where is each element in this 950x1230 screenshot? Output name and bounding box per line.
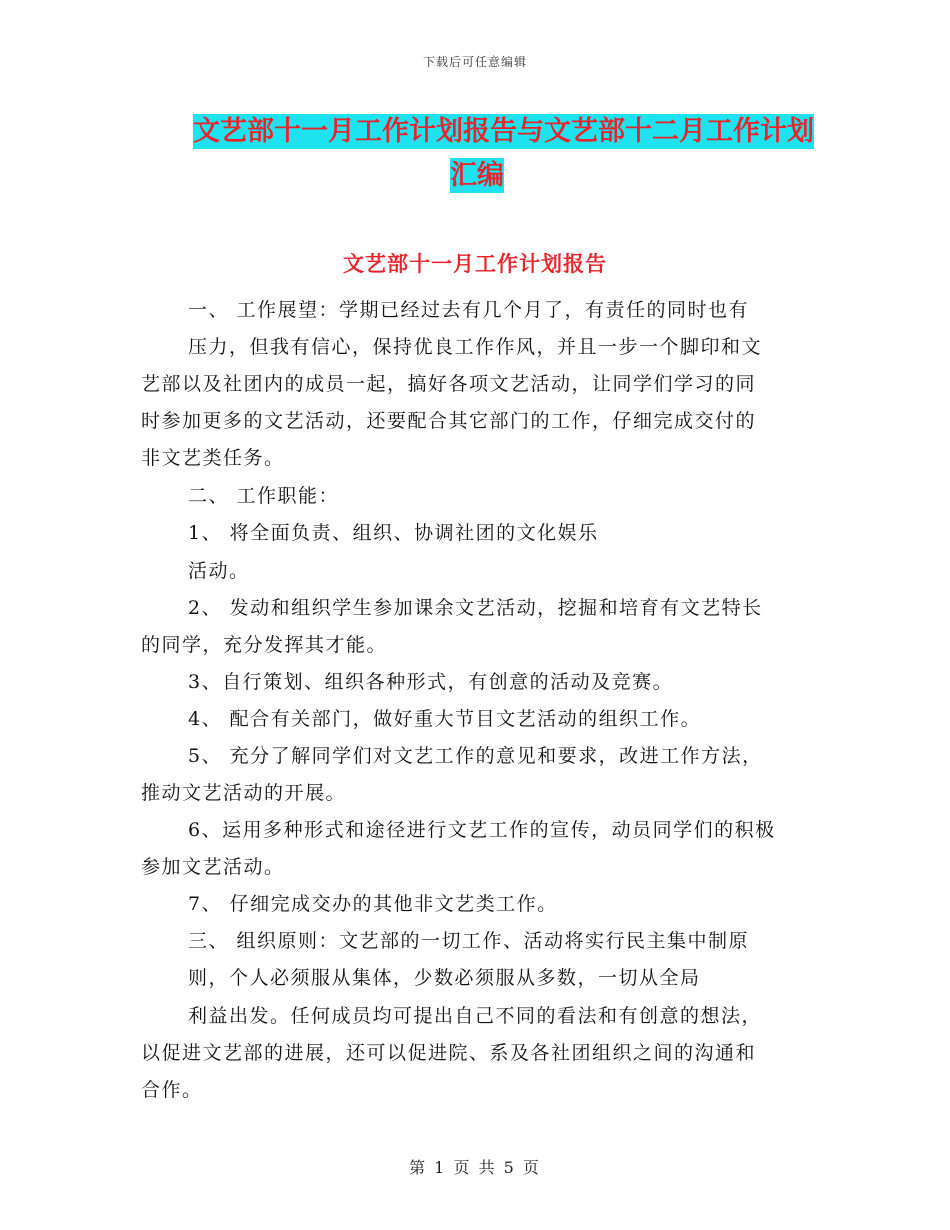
- paragraph-line: 2、 发动和组织学生参加课余文艺活动，挖掘和培育有文艺特长: [188, 597, 763, 619]
- paragraph-line: 一、 工作展望：学期已经过去有几个月了，有责任的同时也有: [188, 299, 750, 321]
- paragraph-line: 二、 工作职能：: [188, 485, 340, 507]
- paragraph-line: 3、自行策划、组织各种形式，有创意的活动及竞赛。: [188, 671, 674, 693]
- paragraph-line: 三、 组织原则：文艺部的一切工作、活动将实行民主集中制原: [188, 930, 750, 952]
- paragraph-line: 5、 充分了解同学们对文艺工作的意见和要求，改进工作方法，: [188, 745, 763, 767]
- paragraph-line: 合作。: [141, 1079, 203, 1101]
- paragraph-line: 4、 配合有关部门，做好重大节目文艺活动的组织工作。: [188, 708, 702, 730]
- paragraph-line: 以促进文艺部的进展，还可以促进院、系及各社团组织之间的沟通和: [141, 1042, 757, 1064]
- paragraph-line: 的同学，充分发挥其才能。: [141, 634, 388, 656]
- section-title: 文艺部十一月工作计划报告: [343, 252, 607, 276]
- document-title-line2: 汇编: [450, 160, 504, 191]
- paragraph-line: 1、 将全面负责、组织、协调社团的文化娱乐: [188, 522, 599, 544]
- paragraph-line: 利益出发。任何成员均可提出自己不同的看法和有创意的想法，: [188, 1005, 763, 1027]
- header-note: 下载后可任意编辑: [422, 55, 527, 69]
- paragraph-line: 6、运用多种形式和途径进行文艺工作的宣传，动员同学们的积极: [188, 819, 776, 841]
- paragraph-line: 时参加更多的文艺活动，还要配合其它部门的工作，仔细完成交付的: [141, 410, 757, 432]
- paragraph-line: 则，个人必须服从集体，少数必须服从多数，一切从全局: [188, 967, 701, 989]
- paragraph-line: 压力，但我有信心，保持优良工作作风，并且一步一个脚印和文: [188, 336, 763, 358]
- paragraph-line: 7、 仔细完成交办的其他非文艺类工作。: [188, 893, 558, 915]
- document-title-line1: 文艺部十一月工作计划报告与文艺部十二月工作计划: [193, 116, 814, 147]
- paragraph-line: 参加文艺活动。: [141, 856, 285, 878]
- paragraph-line: 活动。: [188, 560, 250, 582]
- paragraph-line: 艺部以及社团内的成员一起，搞好各项文艺活动，让同学们学习的同: [141, 373, 757, 395]
- page-footer: 第 1 页 共 5 页: [409, 1158, 541, 1177]
- paragraph-line: 推动文艺活动的开展。: [141, 782, 347, 804]
- paragraph-line: 非文艺类任务。: [141, 447, 285, 469]
